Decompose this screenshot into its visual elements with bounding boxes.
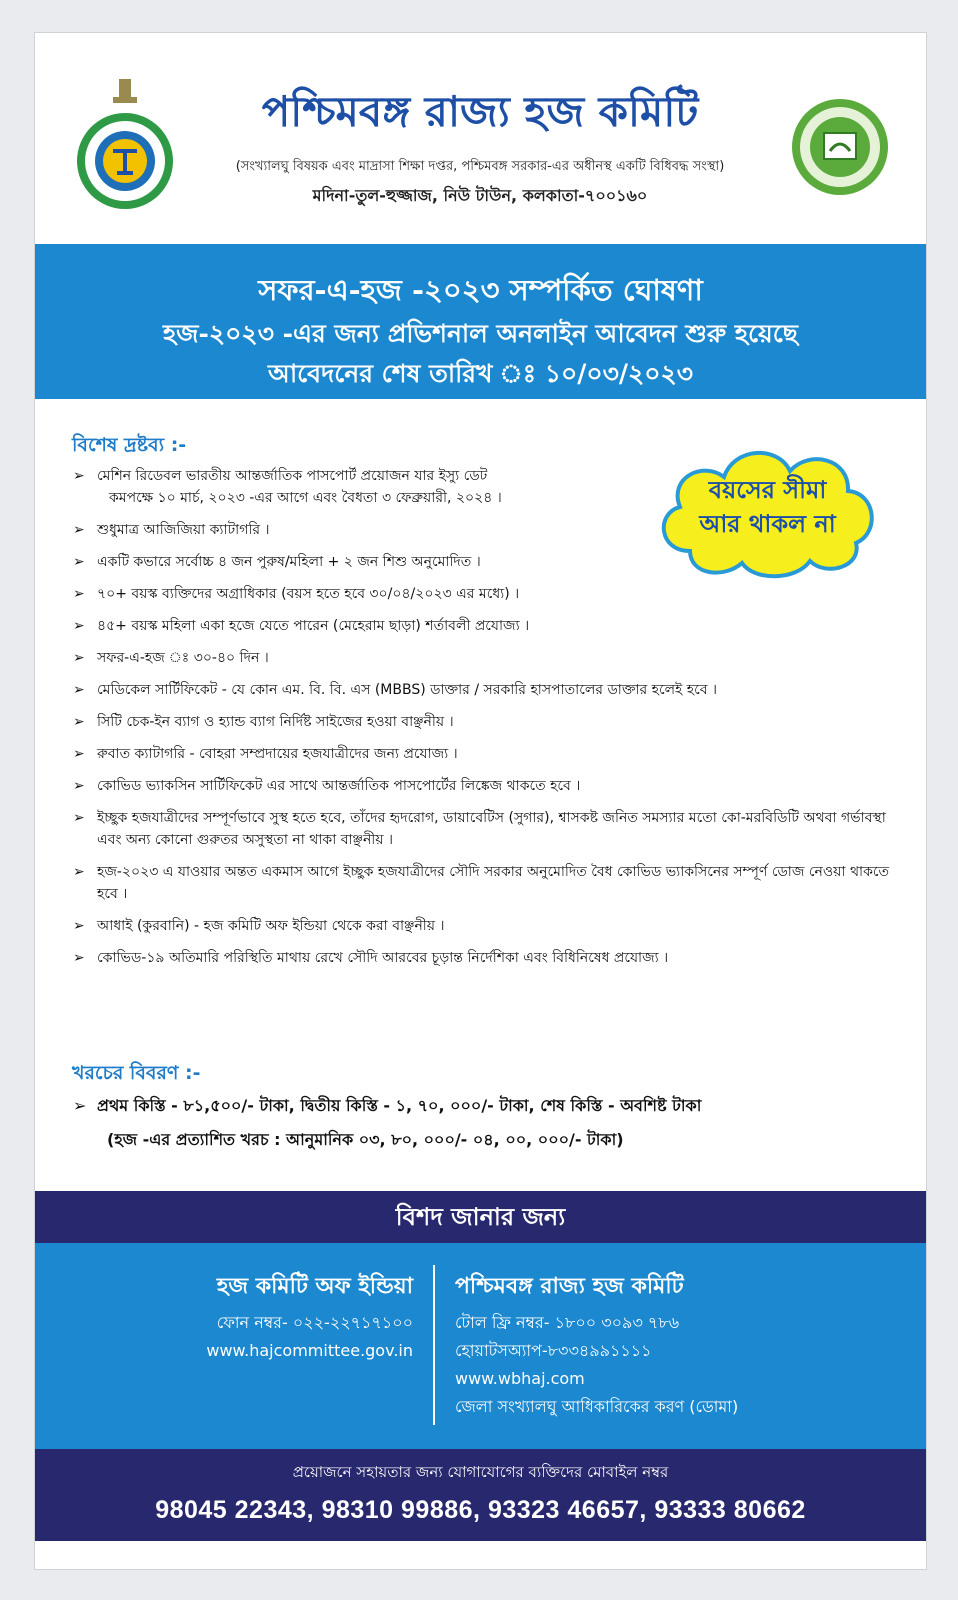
list-item [73,861,903,905]
list-item [73,615,903,637]
contact-website-link[interactable]: www.hajcommittee.gov.in [206,1341,413,1360]
note-text: মেডিকেল সার্টিফিকেট - যে কোন এম. বি. বি. এস (MBBS) ডাক্তার / সরকারি হাসপাতালের ডাক্তার হলেই হবে । [97,682,717,698]
list-item [73,647,903,669]
list-item [73,807,903,851]
west-bengal-emblem-icon [73,73,177,213]
org-title: পশ্চিমবঙ্গ রাজ্য হজ কমিটি [261,87,699,136]
bullet-arrow-icon: ➢ [73,950,85,966]
list-item [73,947,903,969]
callout-line-2: আর থাকল না [699,508,836,538]
note-text: আধাই (কুরবানি) - হজ কমিটি অফ ইন্ডিয়া থেকে করা বাঞ্ছনীয় । [97,918,445,934]
bullet-arrow-icon: ➢ [73,468,85,484]
cost-installments [73,1093,913,1119]
banner-title: সফর-এ-হজ -২০২৩ সম্পর্কিত ঘোষণা [258,273,703,307]
list-item [73,679,903,701]
list-item [73,551,903,573]
bullet-arrow-icon: ➢ [73,650,85,666]
note-text: কোভিড ভ্যাকসিন সার্টিফিকেট এর সাথে আন্তর্জাতিক পাসপোর্টের লিঙ্কেজ থাকতে হবে । [97,778,581,794]
bullet-arrow-icon: ➢ [73,1096,87,1115]
notes-list [73,465,903,979]
bullet-arrow-icon: ➢ [73,522,85,538]
bullet-arrow-icon: ➢ [73,586,85,602]
note-text: হজ-২০২৩ এ যাওয়ার অন্তত একমাস আগে ইচ্ছুক হজযাত্রীদের সৌদি সরকার অনুমোদিত বৈধ কোভিড ভ্যাকসিনের সম্পূর্ণ ডোজ নেওয়া থাকতে হবে । [97,864,889,902]
bullet-arrow-icon: ➢ [73,864,85,880]
announcement-page [34,32,927,1570]
haj-committee-india-contact [35,1243,413,1362]
note-continuation: কমপক্ষে ১০ মার্চ, ২০২৩ -এর আগে এবং বৈধতা ৩ ফেব্রুয়ারী, ২০২৪ । [109,490,502,506]
bullet-arrow-icon: ➢ [73,778,85,794]
cost-heading: খরচের বিবরণ :- [72,1062,201,1084]
bullet-arrow-icon: ➢ [73,682,85,698]
list-item [73,519,903,541]
contact-tollfree: টোল ফ্রি নম্বর- ১৮০০ ৩০৯৩ ৭৮৬ [455,1313,680,1332]
helpline-caption: প্রয়োজনে সহায়তার জন্য যোগাযোগের ব্যক্তিদের মোবাইল নম্বর [292,1463,669,1481]
bullet-arrow-icon: ➢ [73,714,85,730]
note-text: মেশিন রিডেবল ভারতীয় আন্তর্জাতিক পাসপোর্ট প্রয়োজন যার ইস্যু ডেট [97,468,488,484]
bullet-arrow-icon: ➢ [73,810,85,826]
list-item [73,583,903,605]
list-item [73,465,657,509]
banner-subtitle: হজ-২০২৩ -এর জন্য প্রভিশনাল অনলাইন আবেদন শুরু হয়েছে [163,319,798,348]
note-text: একটি কভারে সর্বোচ্চ ৪ জন পুরুষ/মহিলা + ২ জন শিশু অনুমোদিত । [97,554,481,570]
note-text: সিটি চেক-ইন ব্যাগ ও হ্যান্ড ব্যাগ নির্দিষ্ট সাইজের হওয়া বাঞ্ছনীয় । [97,714,454,730]
bullet-arrow-icon: ➢ [73,618,85,634]
contact-whatsapp: হোয়াটসঅ্যাপ-৮৩৩৪৯৯১১১১ [455,1341,652,1360]
contact-title: হজ কমিটি অফ ইন্ডিয়া [216,1273,413,1299]
bullet-arrow-icon: ➢ [73,554,85,570]
contact-panel [35,1243,926,1449]
helpline-numbers: 98045 22343, 98310 99886, 93323 46657, 93333 80662 [155,1496,806,1524]
note-text: ৭০+ বয়স্ক ব্যক্তিদের অগ্রাধিকার (বয়স হতে হবে ৩০/০৪/২০২৩ এর মধ্যে) । [97,586,520,602]
helpline-footer [35,1449,926,1541]
contact-district-office: জেলা সংখ্যালঘু আধিকারিকের করণ (ডোমা) [455,1397,739,1416]
list-item [73,743,903,765]
wb-haj-committee-contact [455,1243,915,1418]
note-text: শুধুমাত্র আজিজিয়া ক্যাটাগরি । [97,522,270,538]
notes-heading: বিশেষ দ্রষ্টব্য :- [72,434,187,456]
cost-installments-text: প্রথম কিস্তি - ৮১,৫০০/- টাকা, দ্বিতীয় কিস্তি - ১, ৭০, ০০০/- টাকা, শেষ কিস্তি - অবশিষ্ট টাকা [97,1096,702,1115]
banner-deadline: আবেদনের শেষ তারিখ ঃ ১০/০৩/২০২৩ [267,359,694,388]
details-heading: বিশদ জানার জন্য [35,1191,926,1243]
contact-phone: ফোন নম্বর- ০২২-২২৭১৭১০০ [216,1313,413,1332]
announcement-banner [35,244,926,399]
org-subtitle: (সংখ্যালঘু বিষয়ক এবং মাদ্রাসা শিক্ষা দপ্তর, পশ্চিমবঙ্গ সরকার-এর অধীনস্থ একটি বিধিবদ্ধ সংস্থা) [235,159,725,174]
callout-line-1: বয়সের সীমা [708,475,827,504]
bullet-arrow-icon: ➢ [73,746,85,762]
note-text: সফর-এ-হজ ঃ ৩০-৪০ দিন । [97,650,269,666]
header [35,33,926,244]
cost-estimate: (হজ -এর প্রত্যাশিত খরচ : আনুমানিক ০৩, ৮০, ০০০/- ০৪, ০০, ০০০/- টাকা) [107,1130,624,1149]
org-address: মদিনা-তুল-হুজ্জাজ, নিউ টাউন, কলকাতা-৭০০১৬০ [312,186,648,205]
note-text: রুবাত ক্যাটাগরি - বোহরা সম্প্রদায়ের হজযাত্রীদের জন্য প্রযোজ্য । [97,746,458,762]
haj-committee-seal-icon [790,97,890,197]
contact-title: পশ্চিমবঙ্গ রাজ্য হজ কমিটি [455,1273,684,1299]
note-text: ইচ্ছুক হজযাত্রীদের সম্পূর্ণভাবে সুস্থ হতে হবে, তাঁদের হৃদরোগ, ডায়াবেটিস (সুগার), শ্বাসকষ্ট জনিত সমস্যার মতো কো-মরবিডিটি অথবা গর্ভাবস্থা এবং অন্য কোনো গুরুতর অসুস্থতা না থাকা বাঞ্ছনীয় । [97,810,886,848]
contact-divider [433,1265,435,1425]
note-text: ৪৫+ বয়স্ক মহিলা একা হজে যেতে পারেন (মেহেরাম ছাড়া) শর্তাবলী প্রযোজ্য । [97,618,530,634]
list-item [73,775,903,797]
list-item [73,915,903,937]
note-text: কোভিড-১৯ অতিমারি পরিস্থিতি মাথায় রেখে সৌদি আরবের চূড়ান্ত নির্দেশিকা এবং বিধিনিষেধ প্রযোজ্য । [97,950,669,966]
list-item [73,711,903,733]
contact-website-link[interactable]: www.wbhaj.com [455,1369,585,1388]
bullet-arrow-icon: ➢ [73,918,85,934]
